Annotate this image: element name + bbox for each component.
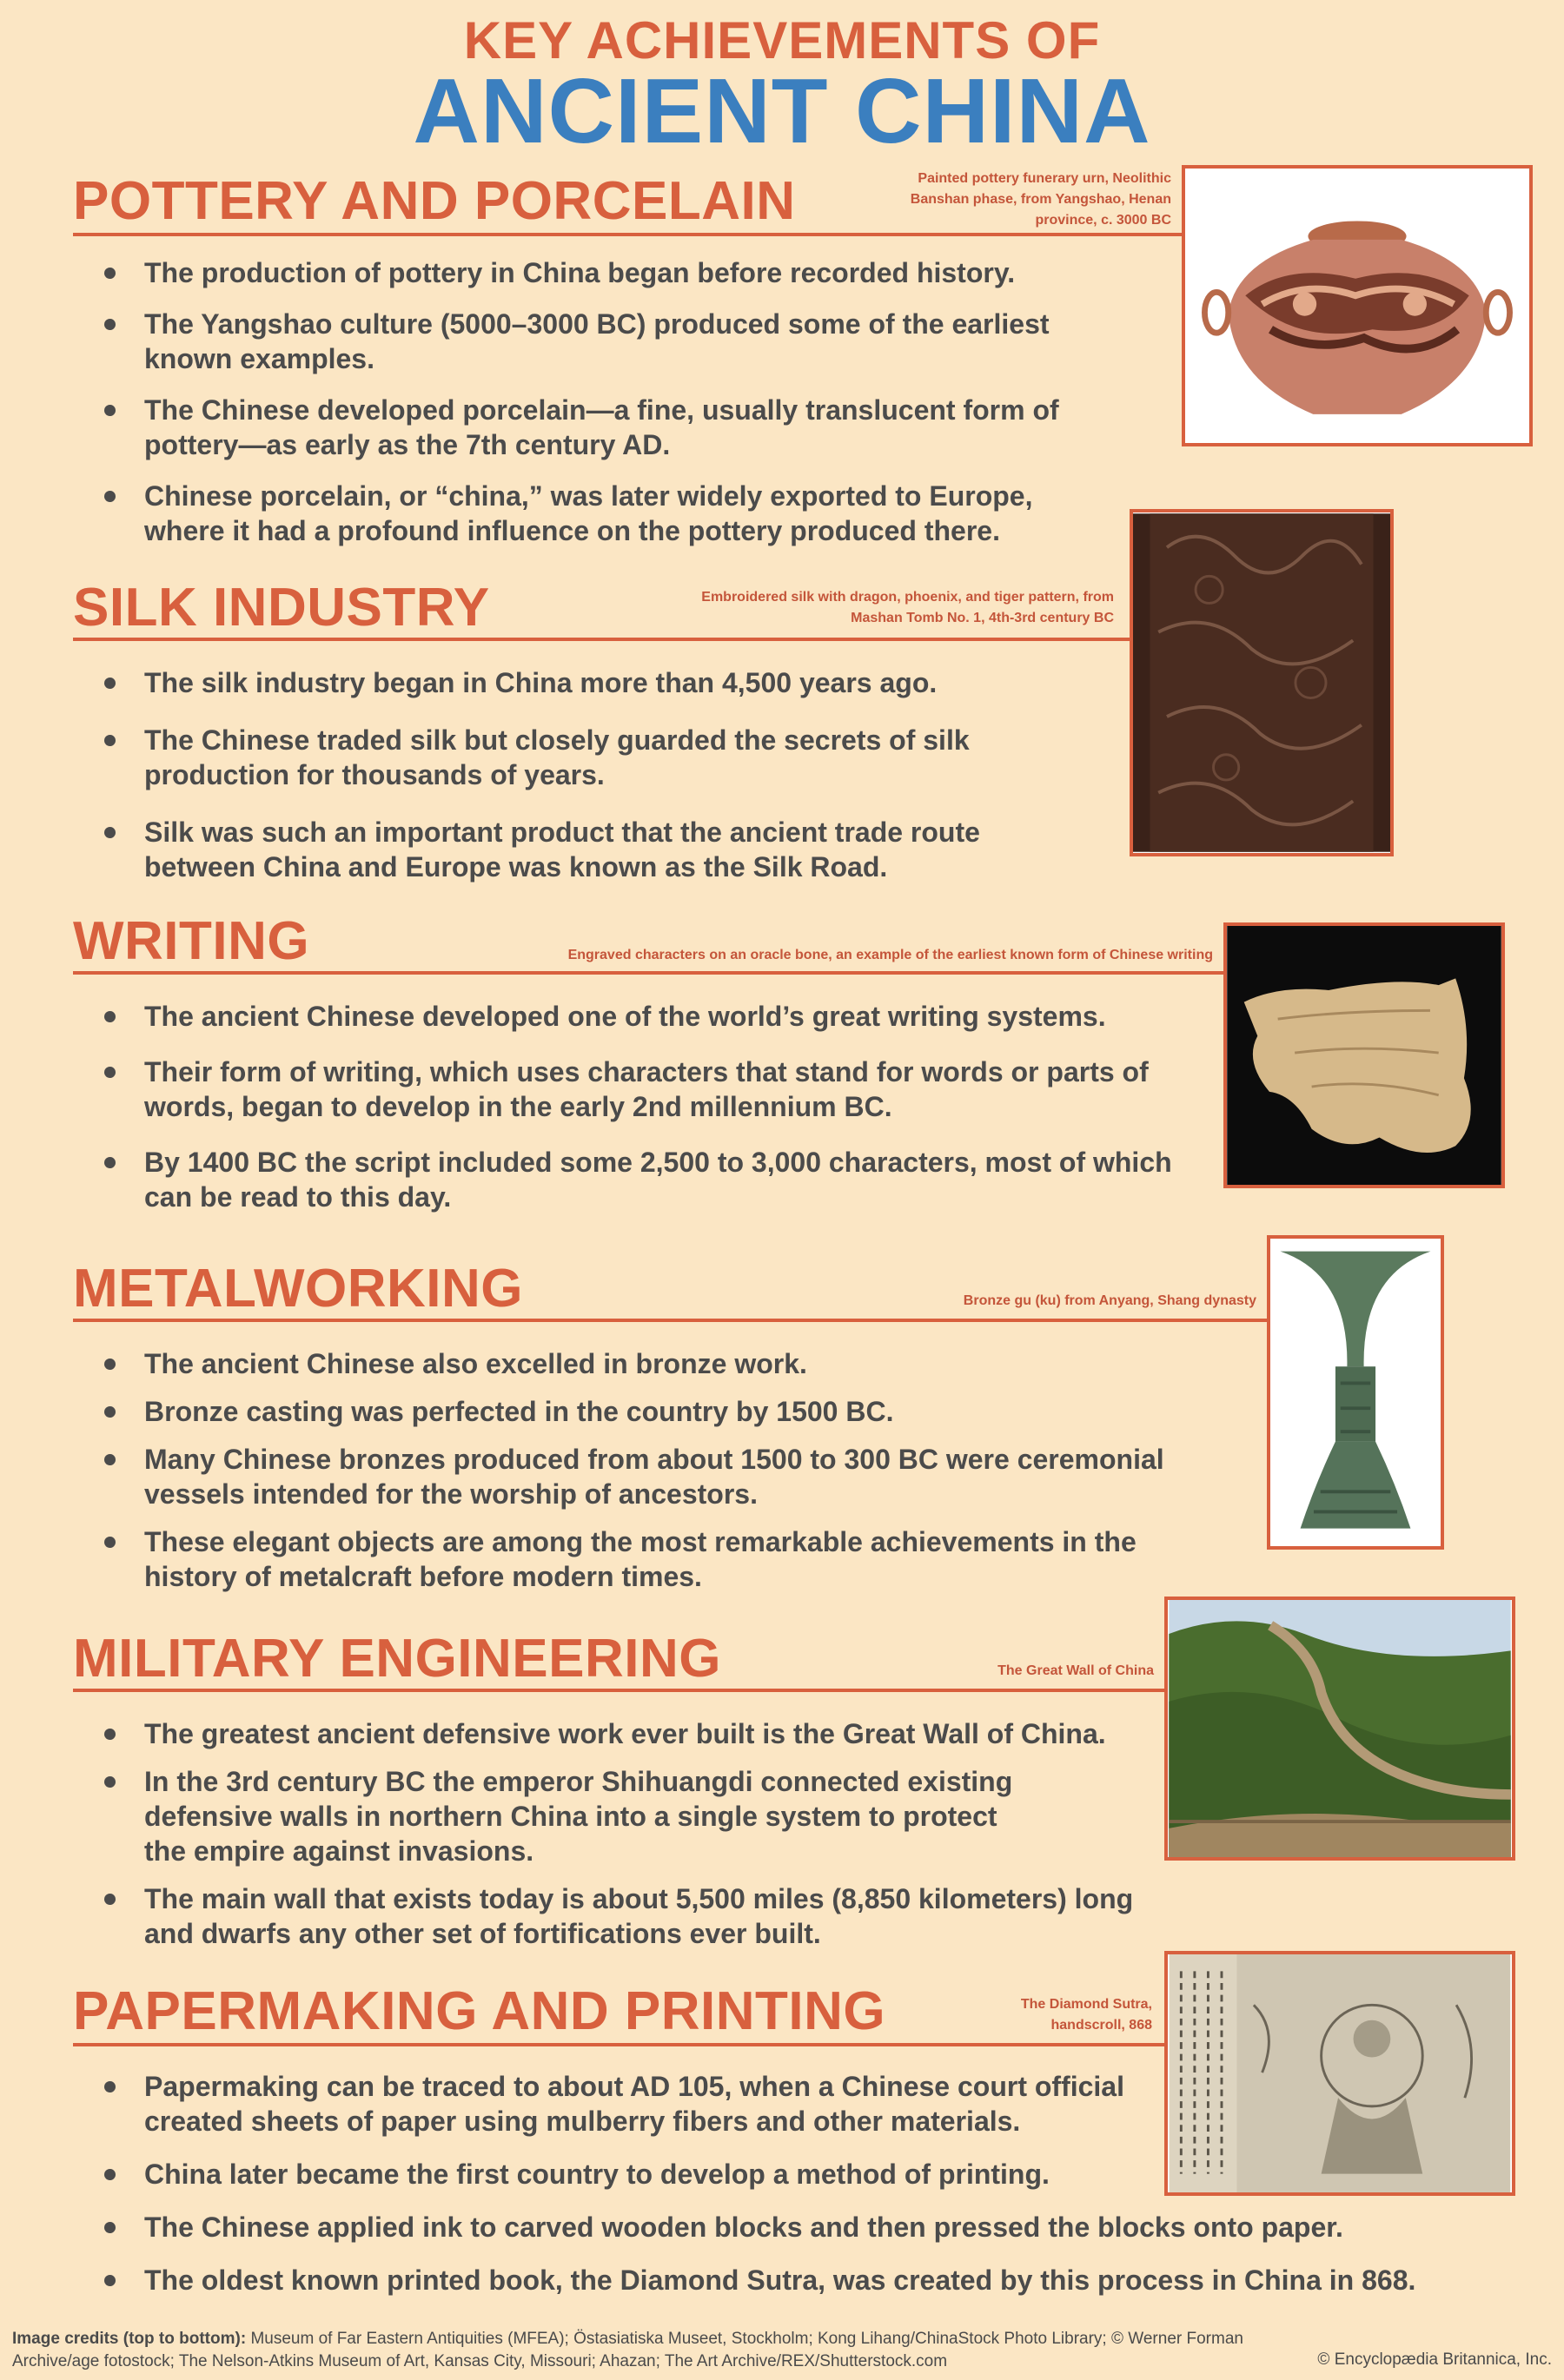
section-heading: WRITING bbox=[73, 911, 310, 971]
copyright: © Encyclopædia Britannica, Inc. bbox=[1317, 2350, 1552, 2369]
bronze-gu-image bbox=[1267, 1235, 1444, 1550]
section-heading: MILITARY ENGINEERING bbox=[73, 1629, 722, 1689]
image-caption: Embroidered silk with dragon, phoenix, and tiger pattern, from Mashan Tomb No. 1, 4th-3rd century BC bbox=[701, 590, 1114, 625]
title-line-1: KEY ACHIEVEMENTS OF bbox=[463, 11, 1101, 69]
bullet-list bbox=[104, 1716, 1147, 1951]
bullet-item: The ancient Chinese developed one of the world’s great writing systems. bbox=[104, 999, 1182, 1034]
bullet-item: The oldest known printed book, the Diamond Sutra, was created by this process in China in 868. bbox=[104, 2263, 1460, 2297]
bullet-item: Papermaking can be traced to about AD 105, when a Chinese court official created sheets of paper using mulberry fibers and other materials. bbox=[104, 2069, 1126, 2139]
image-caption: Engraved characters on an oracle bone, an example of the earliest known form of Chinese writing bbox=[567, 948, 1213, 962]
bullet-item: The ancient Chinese also excelled in bronze work. bbox=[104, 1346, 1190, 1381]
bullet-list bbox=[104, 255, 1112, 548]
bullet-item: The silk industry began in China more than 4,500 years ago. bbox=[104, 665, 1069, 700]
image-credits bbox=[12, 2328, 1246, 2373]
section-rule bbox=[73, 1319, 1272, 1322]
section-rule bbox=[73, 2043, 1166, 2046]
section-rule bbox=[73, 1689, 1166, 1692]
bullet-item: The greatest ancient defensive work ever built is the Great Wall of China. bbox=[104, 1716, 1147, 1751]
pottery-urn-image bbox=[1182, 165, 1533, 446]
section-heading: POTTERY AND PORCELAIN bbox=[73, 171, 796, 231]
section-rule bbox=[73, 233, 1185, 236]
bullet-item: The Chinese traded silk but closely guarded the secrets of silk production for thousands of years. bbox=[104, 723, 1069, 792]
bullet-item: Their form of writing, which uses characters that stand for words or parts of words, began to develop in the early 2nd millennium BC. bbox=[104, 1054, 1182, 1124]
bullet-item: Many Chinese bronzes produced from about 1500 to 300 BC were ceremonial vessels intended for the worship of ancestors. bbox=[104, 1442, 1190, 1511]
bullet-item: Bronze casting was perfected in the country by 1500 BC. bbox=[104, 1394, 1190, 1429]
bullet-item: The production of pottery in China began before recorded history. bbox=[104, 255, 1112, 290]
section-rule bbox=[73, 971, 1229, 975]
bullet-item: By 1400 BC the script included some 2,500 to 3,000 characters, most of which can be read to this day. bbox=[104, 1145, 1182, 1214]
section-heading: PAPERMAKING AND PRINTING bbox=[73, 1981, 886, 2041]
bullet-item: These elegant objects are among the most remarkable achievements in the history of metalcraft before modern times. bbox=[104, 1524, 1190, 1594]
oracle-bone-image bbox=[1223, 922, 1505, 1188]
bullet-item: The Yangshao culture (5000–3000 BC) produced some of the earliest known examples. bbox=[104, 307, 1112, 376]
bullet-item: Chinese porcelain, or “china,” was later widely exported to Europe, where it had a profound influence on the pottery produced there. bbox=[104, 479, 1112, 548]
bullet-list bbox=[104, 2069, 1460, 2297]
bullet-list bbox=[104, 665, 1069, 884]
image-caption: Painted pottery funerary urn, Neolithic Banshan phase, from Yangshao, Henan province, c. 3000 BC bbox=[910, 171, 1171, 228]
section-heading: SILK INDUSTRY bbox=[73, 578, 490, 638]
title-line-2: ANCIENT CHINA bbox=[413, 60, 1151, 162]
section-heading: METALWORKING bbox=[73, 1259, 524, 1319]
image-caption: Bronze gu (ku) from Anyang, Shang dynasty bbox=[963, 1293, 1256, 1308]
embroidered-silk-image bbox=[1130, 509, 1394, 856]
bullet-item: China later became the first country to develop a method of printing. bbox=[104, 2157, 1460, 2192]
bullet-list bbox=[104, 999, 1182, 1214]
bullet-item: The Chinese developed porcelain—a fine, usually translucent form of pottery—as early as the 7th century AD. bbox=[104, 393, 1112, 462]
credits-label: Image credits (top to bottom): bbox=[12, 2330, 247, 2348]
bullet-item: The main wall that exists today is about 5,500 miles (8,850 kilometers) long and dwarfs any other set of fortifications ever built. bbox=[104, 1881, 1147, 1951]
image-caption: The Diamond Sutra, handscroll, 868 bbox=[1020, 1997, 1152, 2033]
section-rule bbox=[73, 638, 1131, 641]
bullet-item: In the 3rd century BC the emperor Shihuangdi connected existing defensive walls in northern China into a single system to protect the empire against invasions. bbox=[104, 1764, 1013, 1868]
credits-text: Museum of Far Eastern Antiquities (MFEA); Östasiatiska Museet, Stockholm; Kong Lihang/ChinaStock Photo Library; © Werner Forman Archive/age fotostock; The Nelson-Atkins Museum of Art, Kansas City, Missouri; Ahazan; The Art Archive/REX/Shutterstock.com bbox=[12, 2330, 1243, 2370]
image-caption: The Great Wall of China bbox=[997, 1663, 1154, 1678]
bullet-item: Silk was such an important product that the ancient trade route between China and Europe was known as the Silk Road. bbox=[104, 815, 1069, 884]
great-wall-image bbox=[1164, 1597, 1515, 1861]
bullet-list bbox=[104, 1346, 1190, 1594]
bullet-item: The Chinese applied ink to carved wooden blocks and then pressed the blocks onto paper. bbox=[104, 2210, 1460, 2244]
